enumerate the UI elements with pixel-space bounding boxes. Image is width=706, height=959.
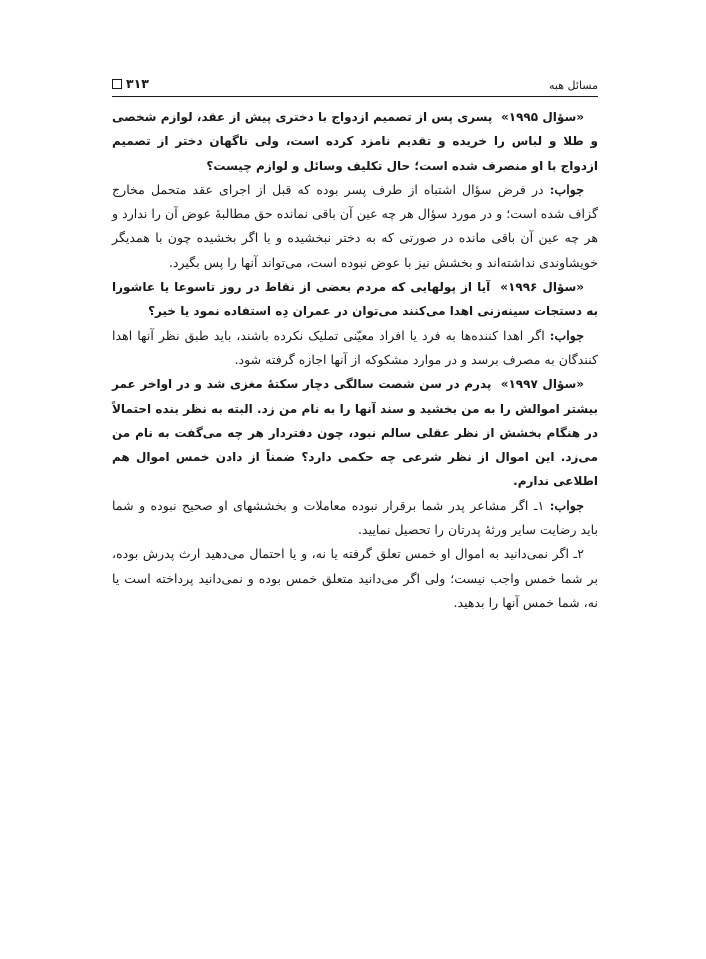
question-1997-text: پدرم در سن شصت سالگی دچار سکتهٔ مغزی شد و در اواخر عمر بیشتر اموالش را به من بخشید و سند آنها را به نام من زد. البته به نظر بنده احتمالاً در هنگام بخشش از نظر عقلی سالم نبود، چون دفتردار هر چه می‌گفت به نام من می‌زد. این اموال از نظر شرعی چه حکمی دارد؟ ضمناً از دادن خمس اموال هم اطلاعی ندارم. [112, 377, 598, 489]
question-1995-text: پسری پس از تصمیم ازدواج با دختری پیش از عقد، لوازم شخصی و طلا و لباس را خریده و تقدیم نامزد کرده است، ولی ناگهان دختر از تصمیم ازدواج با او منصرف شده است؛ حال تکلیف وسائل و لوازم چیست؟ [112, 110, 598, 173]
question-1995-label: «سؤال ۱۹۹۵» [501, 110, 584, 124]
page-number [112, 76, 149, 91]
question-1995 [112, 105, 598, 178]
answer-1997-part-2 [112, 542, 598, 615]
question-1996 [112, 275, 598, 324]
running-header [112, 74, 598, 97]
answer-1996-label: جواب: [549, 327, 584, 343]
question-1997 [112, 372, 598, 493]
question-1996-text: آیا از پولهایی که مردم بعضی از نقاط در روز تاسوعا یا عاشورا به دستجات سینه‌زنی اهدا می‌کنند می‌توان در عمران دِه استفاده نمود یا خیر؟ [112, 280, 598, 319]
answer-1996 [112, 324, 598, 373]
page-content [112, 97, 598, 615]
book-page [112, 74, 598, 615]
answer-1996-text: اگر اهدا کننده‌ها به فرد یا افراد معیّنی تملیک نکرده باشند، باید طبق نظر آنها اهدا کنندگان به مصرف برسد و در موارد مشکوکه از آنها اجازه گرفته شود. [112, 327, 598, 367]
page-number-text: ۳۱۳ [126, 76, 149, 91]
answer-1997-part-2-text: ۲ـ اگر نمی‌دانید به اموال او خمس تعلق گرفته یا نه، و یا احتمال می‌دهید ارث پدرش بوده، بر شما خمس واجب نیست؛ ولی اگر می‌دانید متعلق خمس بوده و نمی‌دانید پرداخته است یا نه، شما خمس آنها را بدهید. [112, 546, 598, 610]
answer-1995 [112, 178, 598, 275]
question-1997-label: «سؤال ۱۹۹۷» [500, 377, 585, 392]
question-1996-label: «سؤال ۱۹۹۶» [500, 280, 585, 295]
answer-1995-label: جواب: [549, 181, 584, 197]
chapter-title: مسائل هبه [549, 79, 598, 92]
answer-1997-label: جواب: [549, 497, 584, 513]
answer-1997-part-1-text: ۱ـ اگر مشاعر پدر شما برقرار نبوده معاملات و بخششهای او صحیح نبوده و شما باید رضایت سایر ورثهٔ پدرتان را تحصیل نمایید. [112, 497, 598, 538]
answer-1995-text: در فرض سؤال اشتباه از طرف پسر بوده که قبل از اجرای عقد متحمل مخارج گزاف شده است؛ و در مورد سؤال هر چه عین آن باقی نمانده حق مطالبهٔ عوض آن را ندارد و هر چه عین آن باقی مانده در صورتی که به دختر نبخشیده و یا اگر بخشیده چون با همدیگر خویشاوندی نداشته‌اند و بخشش نیز با عوض نبوده است، می‌تواند آنها را پس بگیرد. [112, 181, 598, 270]
answer-1997-part-1 [112, 494, 598, 543]
square-ornament-icon [112, 79, 122, 89]
